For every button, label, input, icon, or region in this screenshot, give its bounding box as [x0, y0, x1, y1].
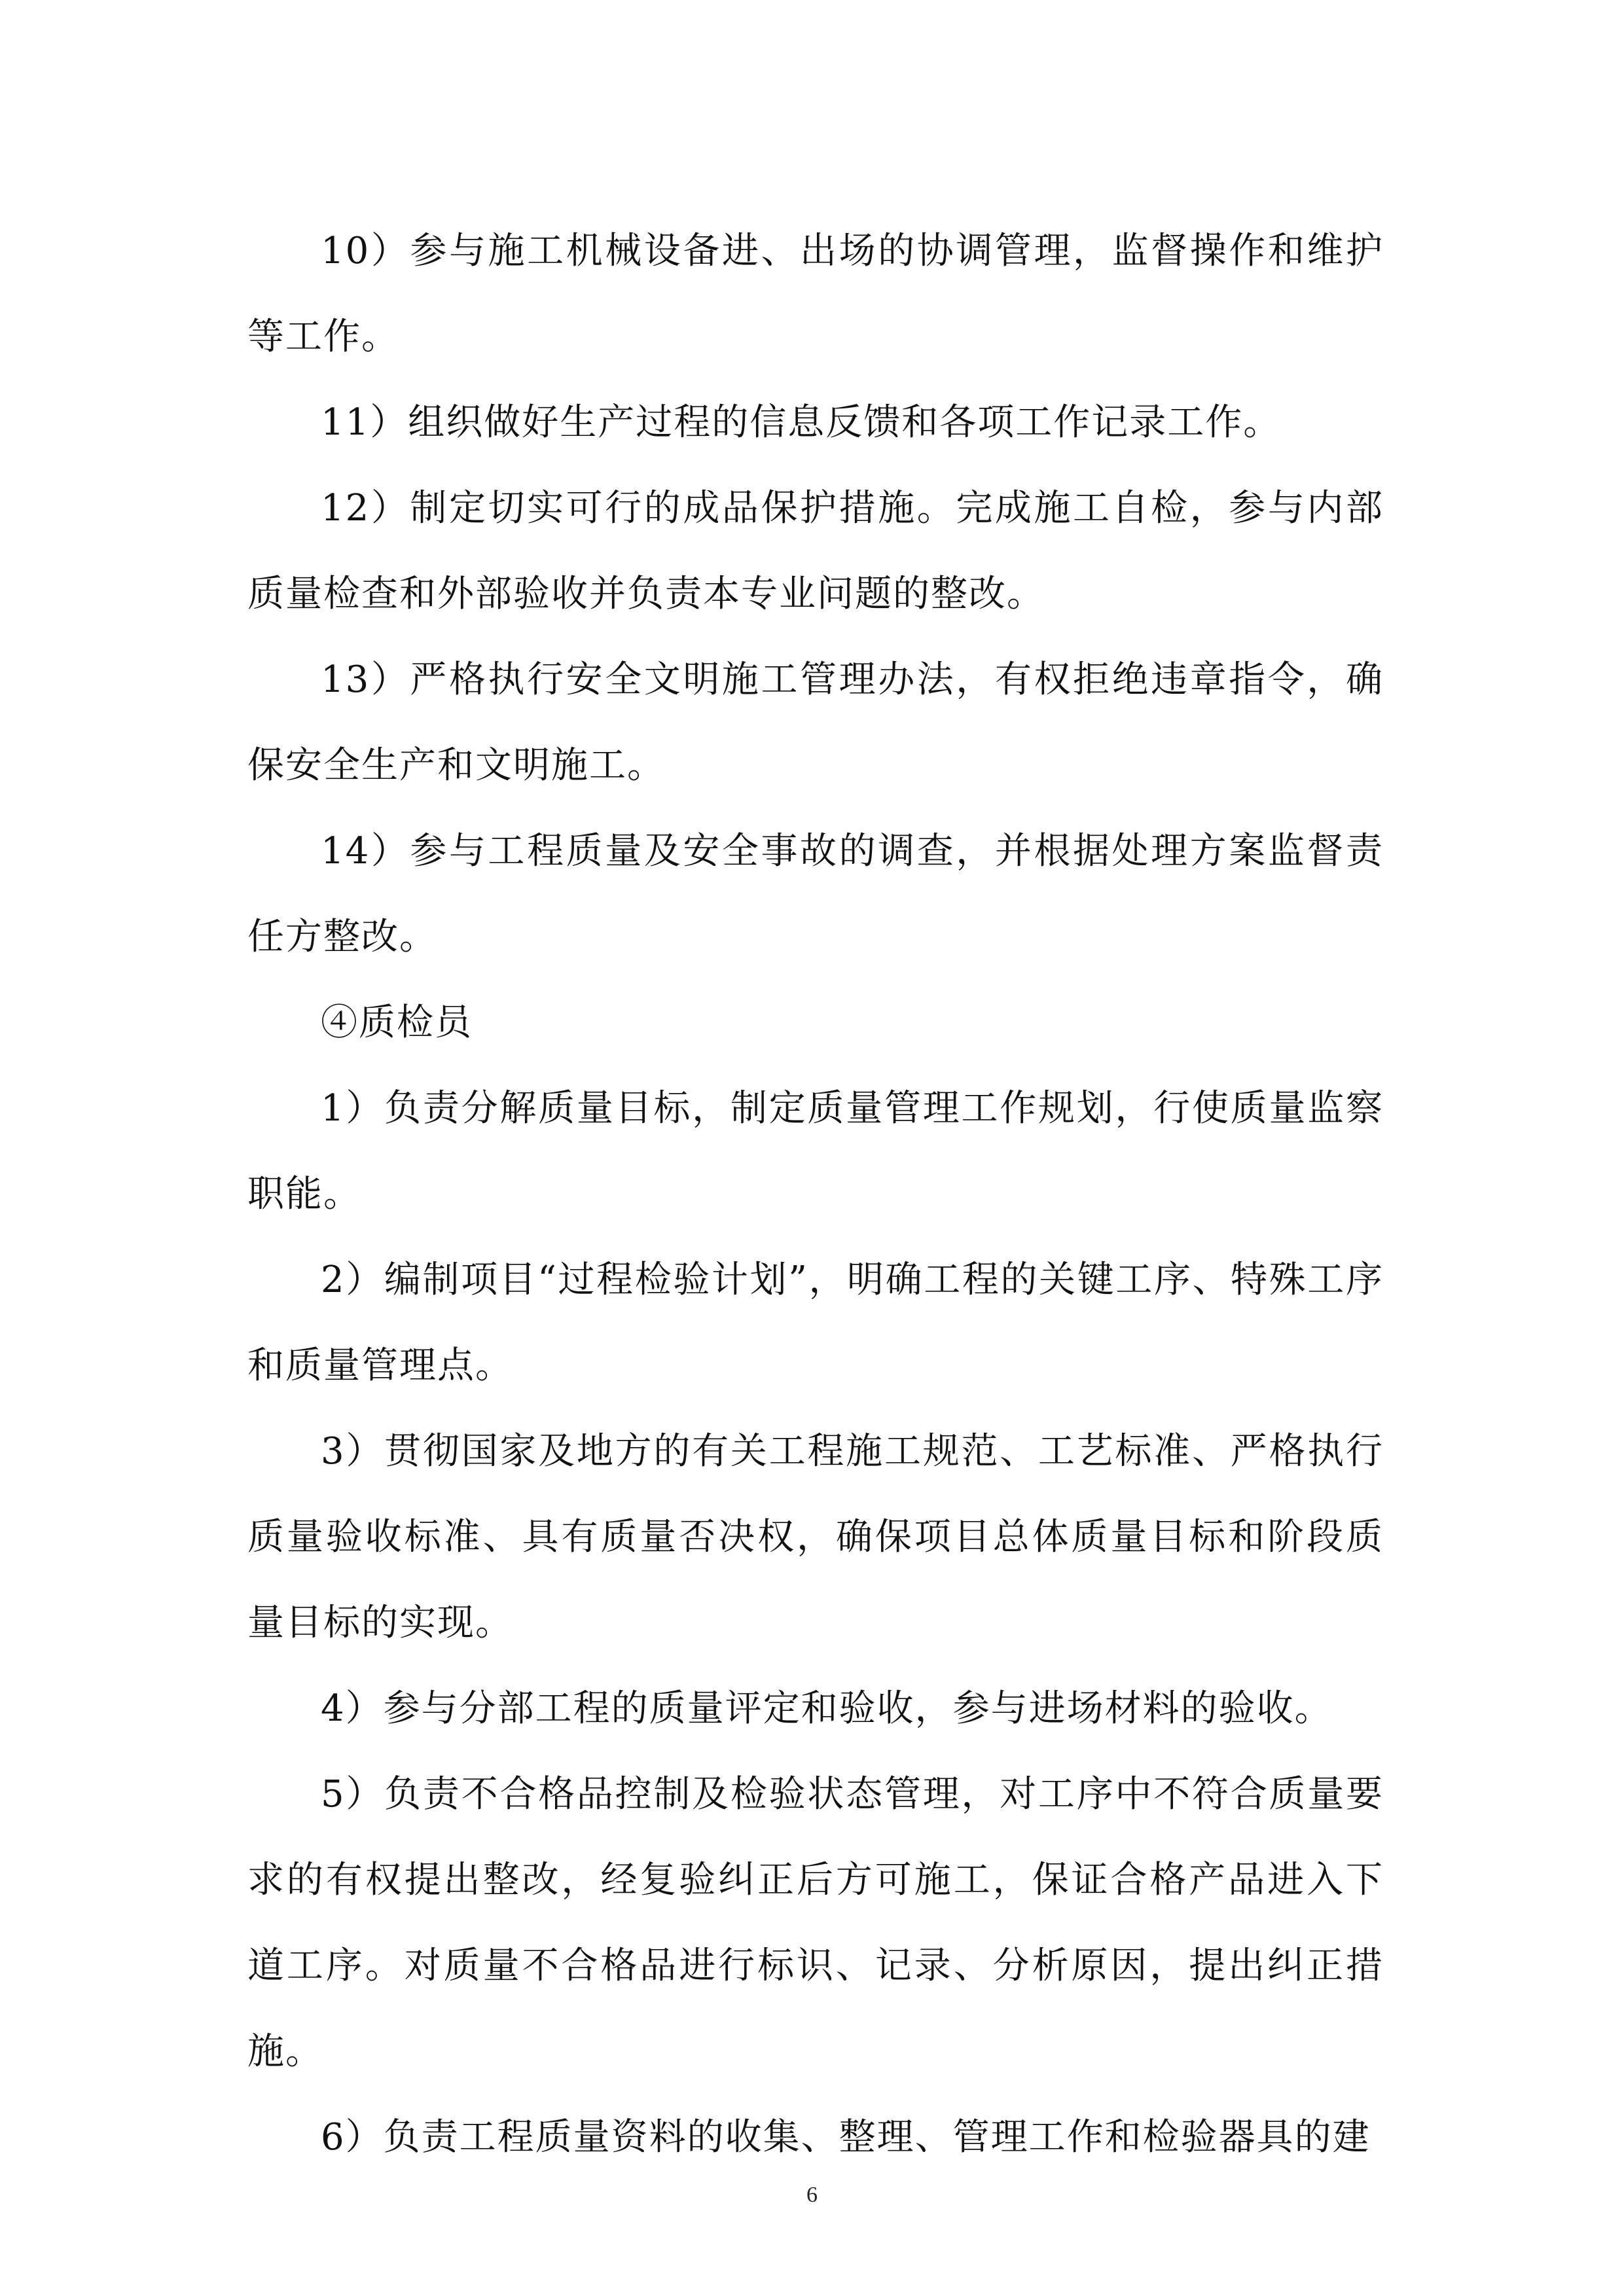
page-number: 6	[806, 2183, 818, 2207]
paragraph-item-1: 1）负责分解质量目标，制定质量管理工作规划，行使质量监察职能。	[247, 1087, 1384, 1215]
body-text	[247, 208, 1384, 2180]
section-heading-quality-inspector: ④质检员	[321, 1001, 473, 1044]
paragraph-item-3: 3）贯彻国家及地方的有关工程施工规范、工艺标准、严格执行质量验收标准、具有质量否决权，确保项目总体质量目标和阶段质量目标的实现。	[247, 1430, 1384, 1644]
paragraph-item-12: 12）制定切实可行的成品保护措施。完成施工自检，参与内部质量检查和外部验收并负责本专业问题的整改。	[247, 487, 1384, 615]
paragraph-item-11: 11）组织做好生产过程的信息反馈和各项工作记录工作。	[321, 401, 1282, 444]
paragraph-item-13: 13）严格执行安全文明施工管理办法，有权拒绝违章指令，确保安全生产和文明施工。	[247, 658, 1384, 787]
paragraph-item-5: 5）负责不合格品控制及检验状态管理，对工序中不符合质量要求的有权提出整改，经复验纠正后方可施工，保证合格产品进入下道工序。对质量不合格品进行标识、记录、分析原因，提出纠正措施。	[247, 1773, 1384, 2073]
paragraph-item-4: 4）参与分部工程的质量评定和验收，参与进场材料的验收。	[321, 1687, 1333, 1730]
paragraph-item-10: 10）参与施工机械设备进、出场的协调管理，监督操作和维护等工作。	[247, 230, 1384, 358]
paragraph-item-14: 14）参与工程质量及安全事故的调查，并根据处理方案监督责任方整改。	[247, 830, 1384, 958]
paragraph-item-6: 6）负责工程质量资料的收集、整理、管理工作和检验器具的建	[321, 2116, 1371, 2159]
paragraph-item-2: 2）编制项目“过程检验计划”，明确工程的关键工序、特殊工序和质量管理点。	[247, 1259, 1384, 1387]
